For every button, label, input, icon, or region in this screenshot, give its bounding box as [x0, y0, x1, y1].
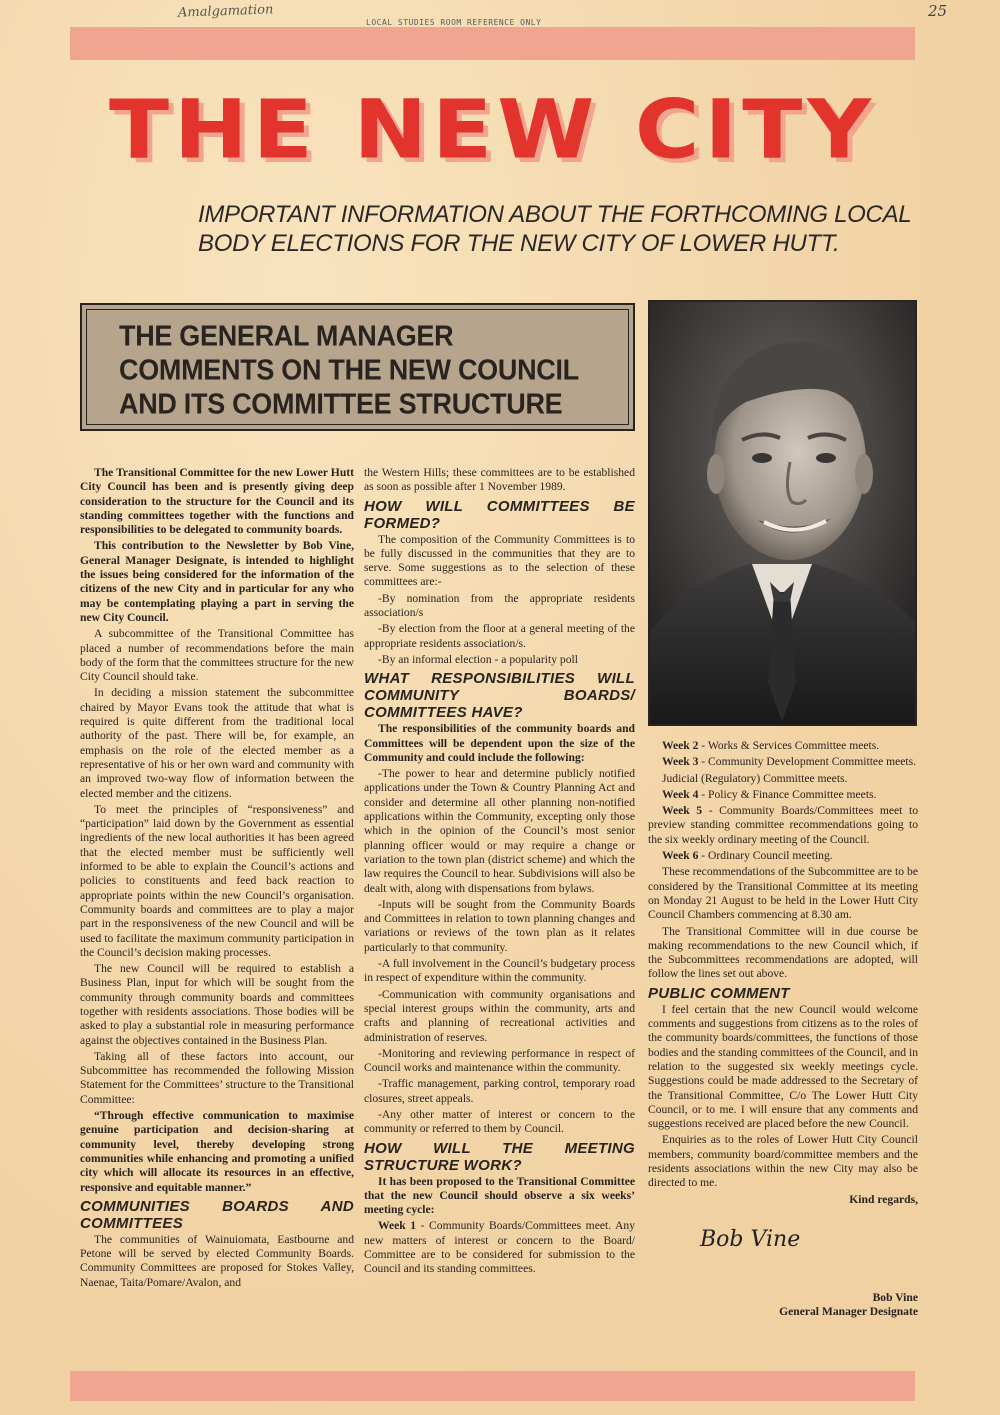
section-heading: HOW WILL THE MEETING STRUCTURE WORK? [364, 1139, 635, 1174]
mission-statement: “Through effective communication to maximise genuine participation and decision-sharing at community level, thereby developing strong communities while enhancing and promoting a unified city which will allocate its resources in an effective, responsive and equitable manner.” [80, 1109, 354, 1194]
week-item: Week 1 - Community Boards/Committees meet. Any new matters of interest or concern to the Board/ Committee are to be considered for submission to the Council and its standing committees. [364, 1219, 636, 1276]
list-item: -By election from the floor at a general meeting of the appropriate residents association/s. [364, 622, 635, 650]
portrait-photo [648, 300, 917, 726]
list-item: -By an informal election - a popularity poll [378, 652, 578, 666]
intro-paragraph: The Transitional Committee for the new Lower Hutt City Council has been and is presently giving deep consideration to the structure for the Council and its standing committees together with the functions and responsibilities to be delegated to community boards. [80, 466, 354, 537]
week-label: Week 6 [662, 849, 699, 863]
column-3 [648, 739, 918, 1320]
headline-line-3: AND ITS COMMITTEE STRUCTURE [119, 388, 563, 420]
list-item: -Inputs will be sought from the Community Boards and Committees in relation to town planning changes and variations or reviews of the town plan as it relates particularly to that community. [364, 897, 635, 954]
week-item: Week 5 - Community Boards/Committees meet to preview standing committee recommendations going to the six weekly ordinary meeting of the Council. [648, 804, 918, 846]
masthead: THE NEW CITY [109, 82, 876, 177]
list-item: -Any other matter of interest or concern to the community or referred to them by Council. [364, 1107, 635, 1136]
paragraph: The Transitional Committee will in due course be making recommendations to the new Council which, if the Subcommittees recommendations are adopted, will follow the lines set out above. [648, 924, 918, 981]
week-label: Week 2 [662, 739, 699, 752]
handwritten-note: Amalgamation [177, 2, 274, 21]
week-label: Week 1 [378, 1219, 417, 1233]
week-item: Week 6 - Ordinary Council meeting. [662, 849, 833, 863]
list-item: -By nomination from the appropriate residents association/s [364, 591, 635, 620]
section-heading: HOW WILL COMMITTEES BE FORMED? [364, 497, 635, 532]
bottom-colour-band [70, 1371, 915, 1401]
week-label: Week 4 [662, 787, 699, 801]
column-2 [364, 466, 635, 1279]
portrait-illustration [650, 302, 915, 724]
list-item: -Communication with community organisations and special interest groups within the community, arts and crafts and planning of recreational activities and administration of reserves. [364, 987, 635, 1044]
paragraph: In deciding a mission statement the subcommittee chaired by Mayor Evans took the attitude that what is required is quite different from the traditional local authority of the past. There will be, for example, an emphasis on the role of the elected member as a representative of his or her own ward and community with an improved two-way flow of information between the elected member and the citizens. [80, 686, 354, 800]
closing-line: Kind regards, [849, 1192, 918, 1206]
paragraph: The new Council will be required to establish a Business Plan, input for which will be sought from the community through community boards and committees together with residents associations. Those bodies will be asked to play a substantial role in measuring performance against the objectives contained in the Business Plan. [80, 962, 354, 1047]
list-item: -The power to hear and determine publicly notified applications under the Town & Country Planning Act and consider and determine all other planning non-notified applications within the Community, excepting only those which in the opinion of the Council’s most senior planning officer would or may require a change or variation to the town plan (district scheme) and which the law requires the Council to hear. Subdivisions will also be dealt with, along with dispensations from bylaws. [364, 767, 635, 895]
author-title: General Manager Designate [779, 1305, 918, 1319]
library-stamp: LOCAL STUDIES ROOM REFERENCE ONLY [366, 18, 542, 27]
paragraph: The communities of Wainuiomata, Eastbourne and Petone will be served by elected Community Boards. Community Committees are proposed for Stokes Valley, Naenae, Taita/Pomare/Avalon, and [80, 1232, 354, 1289]
signature: Bob Vine [700, 1226, 801, 1252]
contribution-paragraph: This contribution to the Newsletter by Bob Vine, General Manager Designate, is intended to highlight the issues being considered for the information of the citizens of the new City and in particular for any who may be contemplating playing a part in serving the new City Council. [80, 539, 354, 624]
headline-line-1: THE GENERAL MANAGER [119, 320, 454, 352]
paragraph: The responsibilities of the community boards and Committees will be dependent upon the size of the Community and could include the following: [364, 722, 635, 764]
section-heading: COMMUNITIES BOARDS AND COMMITTEES [80, 1197, 354, 1232]
headline-box [80, 303, 635, 431]
page-number: 25 [928, 2, 948, 20]
column-1 [80, 466, 354, 1292]
subheading: IMPORTANT INFORMATION ABOUT THE FORTHCOMING LOCAL BODY ELECTIONS FOR THE NEW CITY OF LOWER HUTT. [198, 201, 911, 257]
section-heading: WHAT RESPONSIBILITIES WILL COMMUNITY BOARDS/ COMMITTEES HAVE? [364, 670, 635, 722]
paragraph: To meet the principles of “responsiveness” and “participation” laid down by the Government as essential ingredients of the new local authorities it has been agreed that the elected member must be sufficiently well informed to be able to explain the Council’s actions and policies to constituents and feed back reaction to appropriate points within the new Council’s organisation. Community boards and committees are to play a major part in the responsiveness of the new Council and will be used to facilitate the maximum community participation in the Council’s decision making processes. [80, 802, 354, 959]
headline-line-2: COMMENTS ON THE NEW COUNCIL [119, 354, 579, 386]
list-item: -Traffic management, parking control, temporary road closures, street appeals. [364, 1077, 635, 1105]
list-item: -A full involvement in the Council’s budgetary process in respect of expenditure within the community. [364, 957, 635, 985]
section-heading: PUBLIC COMMENT [648, 984, 790, 1002]
author-name: Bob Vine [872, 1290, 918, 1304]
paragraph: the Western Hills; these committees are to be established as soon as possible after 1 November 1989. [364, 466, 635, 494]
week-item: Week 2 - Works & Services Committee meets. [662, 739, 880, 752]
week-label: Week 3 [662, 755, 699, 769]
week-item: Week 4 - Policy & Finance Committee meets. [662, 787, 877, 801]
paragraph: Judicial (Regulatory) Committee meets. [662, 771, 848, 785]
paragraph: These recommendations of the Subcommittee are to be considered by the Transitional Committee at its meeting on Monday 21 August to be held in the Lower Hutt City Council Chambers commencing at 8.30 am. [648, 865, 918, 922]
paragraph: A subcommittee of the Transitional Committee has placed a number of recommendations before the main body of the form that the committees structure for the new City Council should take. [80, 627, 354, 684]
paragraph: Taking all of these factors into account, our Subcommittee has recommended the following Mission Statement for the Committees’ structure to the Transitional Committee: [80, 1049, 354, 1106]
paragraph: It has been proposed to the Transitional Committee that the new Council should observe a six weeks’ meeting cycle: [364, 1174, 635, 1217]
paragraph: The composition of the Community Committees is to be fully discussed in the communities that they are to serve. Some suggestions as to the selection of these committees are:- [364, 532, 635, 589]
paragraph: Enquiries as to the roles of Lower Hutt City Council members, community board/committee members and the residents associations within the new City may also be directed to me. [648, 1133, 918, 1190]
list-item: -Monitoring and reviewing performance in respect of Council works and maintenance within the community. [364, 1046, 635, 1075]
week-item: Week 3 - Community Development Committee meets. [662, 755, 917, 769]
paragraph: I feel certain that the new Council would welcome comments and suggestions from citizens as to the roles of the community boards/committees, the functions of those bodies and the standing committees of the Council, and in relation to the suggested six weekly meetings cycle. Suggestions could be made addressed to the Secretary of the Transitional Committee, C/o The Lower Hutt City Council, or to me. I will ensure that any comments and suggestions received are placed before the new Council. [648, 1002, 918, 1131]
week-label: Week 5 [662, 804, 703, 818]
top-colour-band [70, 27, 915, 60]
